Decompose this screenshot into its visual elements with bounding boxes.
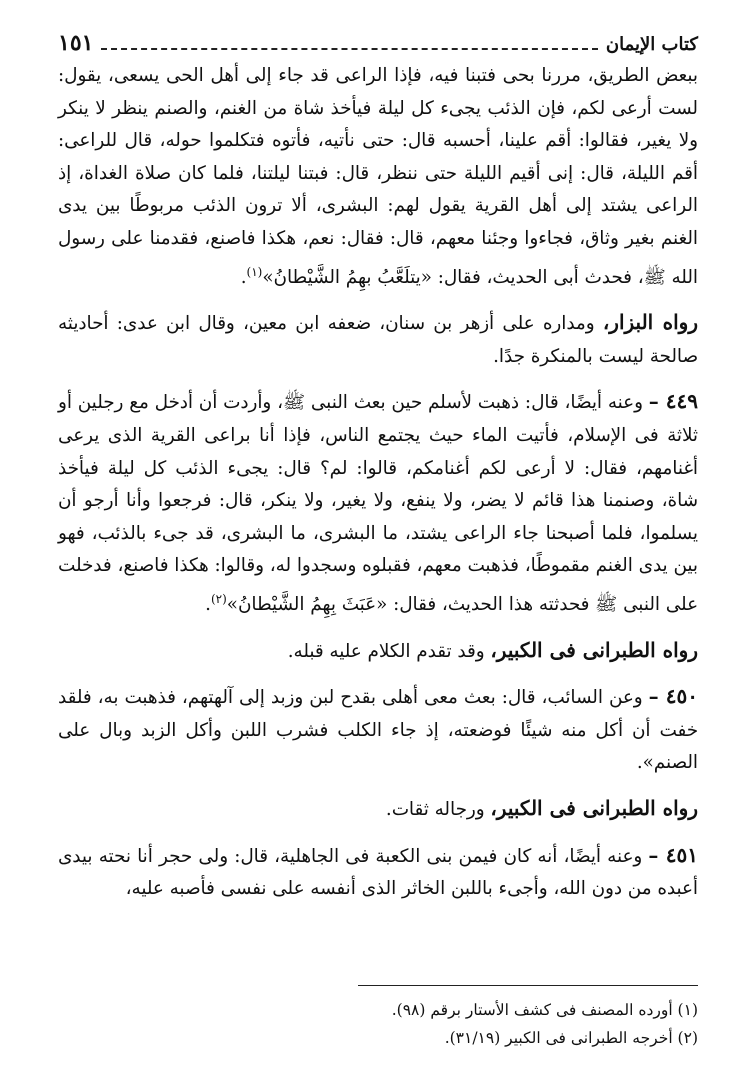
source-text: ومداره على أزهر بن سنان، ضعفه ابن معين، وقال ابن عدى: أحاديثه صالحة ليست بالمنكرة جدًا. [58,313,698,367]
hadith-text: وعنه أيضًا، قال: ذهبت لأسلم حين بعث النبى ﷺ، وأردت أن أدخل مع رجلين أو ثلاثة فى الإسلام، فأتيت الماء حيث يجتمع الناس، فإذا أنا براعى القرية الذى يرعى أغنامهم، فقال: لا أرعى لكم أغنامكم، قالوا: لم؟ قال: يجىء الذئب كل ليلة فيأخذ شاة، وصنمنا هذا قائم لا يضر، ولا ينفع، ولا يغير، ولا ينكر، قال: فرجعوا وأنا أرجو أن يسلموا، فلما أصبحنا جاء الراعى يشتد، ما البشرى، ما البشرى، قد جىء بالذئب، فهو بين يدى الغنم مقموطًا، فذهبت معهم، فقبلوه وسجدوا له، وقالوا: هكذا فاصنع، فدخلت على النبى ﷺ فحدثته هذا الحديث، فقال: «عَبَثَ بِهِمُ الشَّيْطانُ» [58,392,698,616]
header-divider [101,37,597,50]
footnote-ref-1: (١) [246,264,263,279]
hadith-number: ٤٥١ – [648,842,698,867]
hadith-text: وعنه أيضًا، أنه كان فيمن بنى الكعبة فى الجاهلية، قال: ولى حجر أنا نحته بيدى أعبده من دون الله، وأجىء باللبن الخاثر الذى أنفسه على نفسى فأصبه عليه، [58,845,698,900]
footnote-1: (١) أورده المصنف فى كشف الأستار برقم (٩٨). [391,1001,698,1019]
source-text: ورجاله ثقات. [385,799,491,821]
source-note-1 [58,306,698,373]
source-label: رواه الطبرانى فى الكبير، [490,796,698,821]
hadith-449: ٤٤٩ – وعنه أيضًا، قال: ذهبت لأسلم حين بعث النبى ﷺ، وأردت أن أدخل مع رجلين أو ثلاثة فى الإسلام، فأتيت الماء حيث يجتمع الناس، فإذا أنا براعى القرية الذى يرعى أغنامهم، فقال: لا أرعى لكم أغنامكم، قالوا: لم؟ قال: يجىء الذئب كل ليلة فيأخذ شاة، وصنمنا هذا قائم لا يضر، ولا ينفع، ولا يغير، ولا ينكر، قال: فرجعوا وأنا أرجو أن يسلموا، فلما أصبحنا جاء الراعى يشتد، ما البشرى، ما البشرى، قد جىء بالذئب، فهو بين يدى الغنم مقموطًا، فذهبت معهم، فقبلوه وسجدوا له، وقالوا: هكذا فاصنع، فدخلت على النبى ﷺ فحدثته هذا الحديث، فقال: «عَبَثَ بِهِمُ الشَّيْطانُ»$^{(٢)}$. [58,389,699,616]
hadith-number: ٤٤٩ – [648,389,699,414]
source-note-3 [58,792,698,827]
paragraph-continuation: ببعض الطريق، مررنا بحى فتبنا فيه، فإذا الراعى قد جاء إلى أهل الحى يسعى، يقول: لست أرعى لكم، فإن الذئب يجىء كل ليلة فيأخذ شاة من الغنم، والصنم ينظر لا ينكر ولا يغير، فقالوا: أقم علينا، أحسبه قال: حتى نأتيه، فأتوه فتكلموا حوله، قال للراعى: أقم الليلة، قال: إنى أقيم الليلة حتى ننظر، قال: فبتنا ليلتنا، فلما كان صلاة الغداة، إذ الراعى يشتد إلى أهل القرية يقول لهم: البشرى، ألا ترون الذئب مربوطًا بين يدى الغنم بغير وثاق، فجاءوا وجئنا معهم، قال: فقال: نعم، هكذا فاصنع، فقدمنا على رسول الله ﷺ، فحدث أبى الحديث، فقال: «يتلَعَّبُ بهِمُ الشَّيْطانُ»$^{(١)}$. [58,65,698,288]
paragraph-text: ببعض الطريق، مررنا بحى فتبنا فيه، فإذا الراعى قد جاء إلى أهل الحى يسعى، يقول: لست أرعى لكم، فإن الذئب يجىء كل ليلة فيأخذ شاة من الغنم، والصنم ينظر لا ينكر ولا يغير، فقالوا: أقم علينا، أحسبه قال: حتى نأتيه، فأتوه فتكلموا حوله، قال للراعى: أقم الليلة، قال: إنى أقيم الليلة حتى ننظر، قال: فبتنا ليلتنا، فلما كان صلاة الغداة، إذ الراعى يشتد إلى أهل القرية يقول لهم: البشرى، ألا ترون الذئب مربوطًا بين يدى الغنم بغير وثاق، فجاءوا وجئنا معهم، قال: فقال: نعم، هكذا فاصنع، فقدمنا على رسول الله ﷺ، فحدث أبى الحديث، فقال: «يتلَعَّبُ بهِمُ الشَّيْطانُ» [58,65,698,288]
source-note-2 [58,634,698,669]
hadith-number: ٤٥٠ – [648,684,699,709]
hadith-451 [58,839,698,906]
source-label: رواه الطبرانى فى الكبير، [490,637,698,662]
book-title: كتاب الإيمان [605,34,698,55]
source-text: وقد تقدم الكلام عليه قبله. [287,640,491,662]
hadith-450 [58,680,698,780]
document-page [58,30,698,1070]
running-header [58,30,698,60]
page-number: ١٥١ [58,30,94,56]
footnote-ref-2: (٢) [210,592,227,606]
footnote-2: (٢) أخرجه الطبرانى فى الكبير (٣١/١٩). [444,1029,698,1047]
footnote-rule [358,985,698,986]
footnotes [58,985,698,1052]
source-label: رواه البزار، [602,310,698,335]
hadith-text: وعن السائب، قال: بعث معى أهلى بقدح لبن وزبد إلى آلهتهم، فذهبت به، فلقد خفت أن أكل منه شيئًا فوضعته، إذ جاء الكلب فشرب اللبن وأكل الزبد وبال على الصنم». [58,687,698,774]
